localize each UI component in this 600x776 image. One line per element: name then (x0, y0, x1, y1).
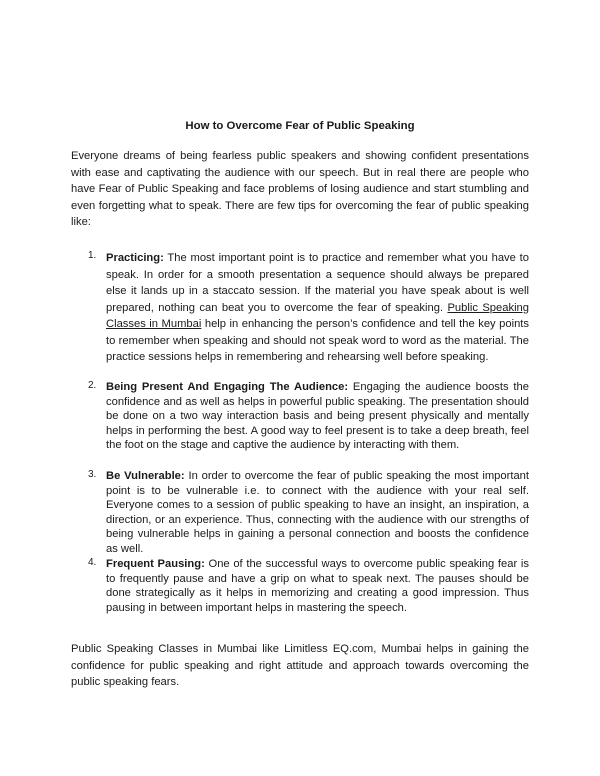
list-item-body: help in enhancing the person’s confidence and tell the key points to remember when speaking and should not speak word to word as the material. The practice sessions helps in remembering and rehearsing well before speaking. (106, 318, 529, 363)
list-item-be-vulnerable (71, 469, 529, 557)
list-item-heading: Practicing: (106, 252, 164, 264)
list-item-practicing (71, 250, 529, 366)
list-item-text (106, 380, 529, 453)
list-item-body: In order to overcome the fear of public speaking the most important point is to be vulnerable i.e. to connect with the audience with your real self. Everyone comes to a session of public speaking to have an insight, an inspiration, a direction, or an experience. Thus, connecting with the audience with our strengths of being vulnerable helps in gaining a personal connection and boosts the confidence as well. (106, 470, 529, 555)
list-item-heading: Frequent Pausing: (106, 558, 205, 570)
page-title: How to Overcome Fear of Public Speaking (185, 120, 415, 132)
list-item-heading: Being Present And Engaging The Audience: (106, 381, 349, 393)
intro-paragraph: Everyone dreams of being fearless public speakers and showing confident presentations with ease and captivating the audience with our speech. But in real there are people who have Fear of Public Speaking and face problems of losing audience and start stumbling and even forgetting what to speak. There are few tips for overcoming the fear of public speaking like: (71, 150, 529, 229)
list-item-text (106, 557, 529, 615)
public-speaking-classes-link[interactable]: Public Speaking Classes in Mumbai (106, 301, 530, 330)
list-item-body: Engaging the audience boosts the confidence and as well as helps in powerful public speaking. The presentation should be done on a two way interaction basis and being present physically and mentally helps in performing the best. A good way to feel present is to take a deep breath, feel the foot on the stage and captive the audience by interacting with them. (106, 381, 529, 452)
list-item-frequent-pausing (71, 557, 529, 615)
closing-paragraph: Public Speaking Classes in Mumbai like Limitless EQ.com, Mumbai helps in gaining the confidence for public speaking and right attitude and approach towards overcoming the public speaking fears. (71, 643, 529, 689)
list-item-being-present (71, 380, 529, 453)
list-item-body: The most important point is to practice and remember what you have to speak. In order for a smooth presentation a sequence should always be prepared else it lands up in a staccato session. If the material you have speak about is well prepared, nothing can beat you to overcome the fear of speaking. (106, 252, 529, 314)
list-item-text (106, 250, 529, 366)
list-number: 4. (88, 557, 97, 568)
list-item-text (106, 469, 529, 557)
list-number: 2. (88, 380, 97, 391)
list-number: 1. (88, 250, 97, 261)
list-number: 3. (88, 469, 97, 480)
list-item-heading: Be Vulnerable: (106, 470, 185, 482)
list-item-body: One of the successful ways to overcome public speaking fear is to frequently pause and have a grip on what to speak next. The pauses should be done strategically as it helps in memorizing and creating a good impression. Thus pausing in between important helps in mastering the speech. (106, 558, 529, 614)
